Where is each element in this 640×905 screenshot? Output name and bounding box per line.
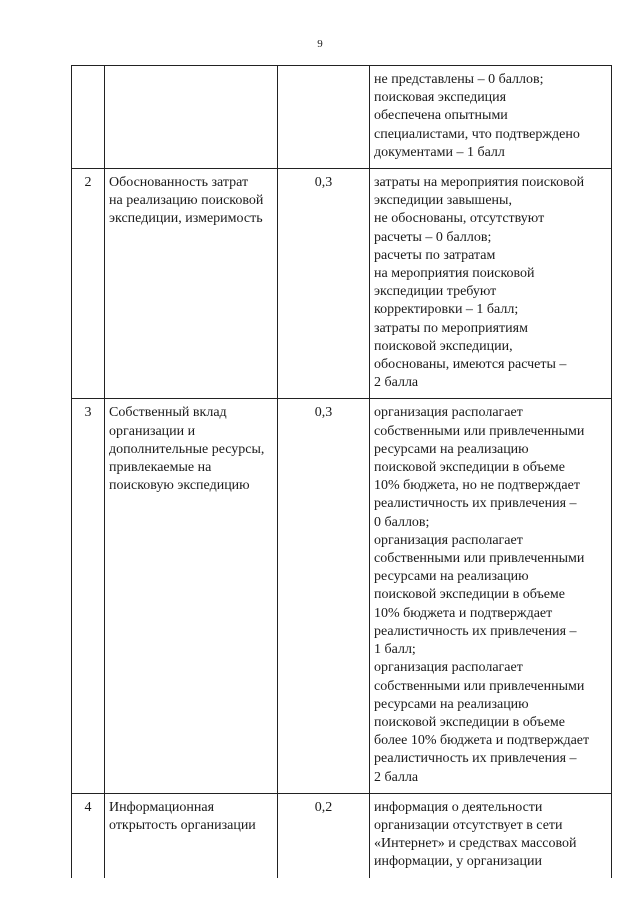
scoring-description-line: 0 баллов; — [374, 514, 430, 530]
scoring-description-line: поисковая экспедиция — [374, 90, 507, 106]
scoring-description-line: организация располагает — [374, 405, 523, 421]
scoring-description-line: информации, у организации — [374, 854, 542, 870]
scoring-description-line: собственными или привлеченными — [374, 551, 585, 567]
scoring-description-line: реалистичность их привлечения – — [374, 751, 577, 767]
criterion-name-cell — [105, 793, 278, 877]
row-number-cell — [72, 66, 105, 169]
criterion-name-cell — [105, 169, 278, 399]
scoring-description-line: более 10% бюджета и подтверждает — [374, 733, 590, 749]
scoring-description-line: документами – 1 балл — [374, 144, 505, 160]
table-row — [72, 399, 612, 793]
scoring-description-cell — [370, 793, 612, 877]
criterion-name-line: Собственный вклад — [109, 405, 227, 421]
page-number: 9 — [317, 38, 323, 50]
table-row — [72, 66, 612, 169]
scoring-description-line: информация о деятельности — [374, 799, 543, 815]
weight-cell: 0,2 — [278, 793, 370, 877]
scoring-description-line: 2 балла — [374, 375, 419, 391]
weight-cell: 0,3 — [278, 399, 370, 793]
scoring-description-line: 10% бюджета и подтверждает — [374, 605, 553, 621]
scoring-description-line: затраты по мероприятиям — [374, 320, 528, 336]
scoring-description-line: экспедиции завышены, — [374, 193, 512, 209]
criterion-name-line: поисковую экспедицию — [109, 478, 250, 494]
scoring-description-line: ресурсами на реализацию — [374, 569, 529, 585]
scoring-description-line: «Интернет» и средствах массовой — [374, 836, 577, 852]
table-row — [72, 793, 612, 877]
criterion-name-line: дополнительные ресурсы, — [109, 441, 265, 457]
scoring-description-line: реалистичность их привлечения – — [374, 496, 577, 512]
scoring-description-cell — [370, 169, 612, 399]
scoring-description-line: поисковой экспедиции в объеме — [374, 587, 565, 603]
scoring-description-line: обеспечена опытными — [374, 108, 508, 124]
criterion-name-line: Информационная — [109, 799, 215, 815]
scoring-description-line: 2 балла — [374, 769, 419, 785]
criteria-table — [71, 65, 612, 878]
criteria-table-body — [72, 66, 612, 878]
criterion-name-line: привлекаемые на — [109, 460, 212, 476]
scoring-description-line: организации отсутствует в сети — [374, 817, 563, 833]
scoring-description-line: ресурсами на реализацию — [374, 441, 529, 457]
scoring-description-line: ресурсами на реализацию — [374, 696, 529, 712]
weight-cell: 0,3 — [278, 169, 370, 399]
row-number-cell: 3 — [72, 399, 105, 793]
criterion-name-cell — [105, 399, 278, 793]
scoring-description-line: поисковой экспедиции в объеме — [374, 460, 565, 476]
table-row — [72, 169, 612, 399]
scoring-description-line: поисковой экспедиции в объеме — [374, 714, 565, 730]
scoring-description-line: поисковой экспедиции, — [374, 338, 513, 354]
criterion-name-line: Обоснованность затрат — [109, 175, 249, 191]
criterion-name-cell — [105, 66, 278, 169]
scoring-description-line: собственными или привлеченными — [374, 423, 585, 439]
row-number-cell: 2 — [72, 169, 105, 399]
row-number-cell: 4 — [72, 793, 105, 877]
scoring-description-cell — [370, 66, 612, 169]
scoring-description-line: затраты на мероприятия поисковой — [374, 175, 585, 191]
scoring-description-line: 10% бюджета, но не подтверждает — [374, 478, 580, 494]
criterion-name-line: организации и — [109, 423, 196, 439]
weight-cell — [278, 66, 370, 169]
scoring-description-line: обоснованы, имеются расчеты – — [374, 357, 567, 373]
scoring-description-line: корректировки – 1 балл; — [374, 302, 519, 318]
scoring-description-line: собственными или привлеченными — [374, 678, 585, 694]
scoring-description-line: специалистами, что подтверждено — [374, 126, 580, 142]
scoring-description-line: 1 балл; — [374, 642, 416, 658]
scoring-description-line: на мероприятия поисковой — [374, 266, 535, 282]
scoring-description-line: экспедиции требуют — [374, 284, 497, 300]
scoring-description-line: организация располагает — [374, 532, 523, 548]
scoring-description-line: реалистичность их привлечения – — [374, 623, 577, 639]
criterion-name-line: открытость организации — [109, 817, 256, 833]
scoring-description-cell — [370, 399, 612, 793]
scoring-description-line: не представлены – 0 баллов; — [374, 72, 544, 87]
scoring-description-line: расчеты по затратам — [374, 247, 496, 263]
scoring-description-line: расчеты – 0 баллов; — [374, 229, 492, 245]
criterion-name-line: на реализацию поисковой — [109, 193, 264, 209]
scoring-description-line: организация располагает — [374, 660, 523, 676]
scoring-description-line: не обоснованы, отсутствуют — [374, 211, 545, 227]
criterion-name-line: экспедиции, измеримость — [109, 211, 263, 227]
